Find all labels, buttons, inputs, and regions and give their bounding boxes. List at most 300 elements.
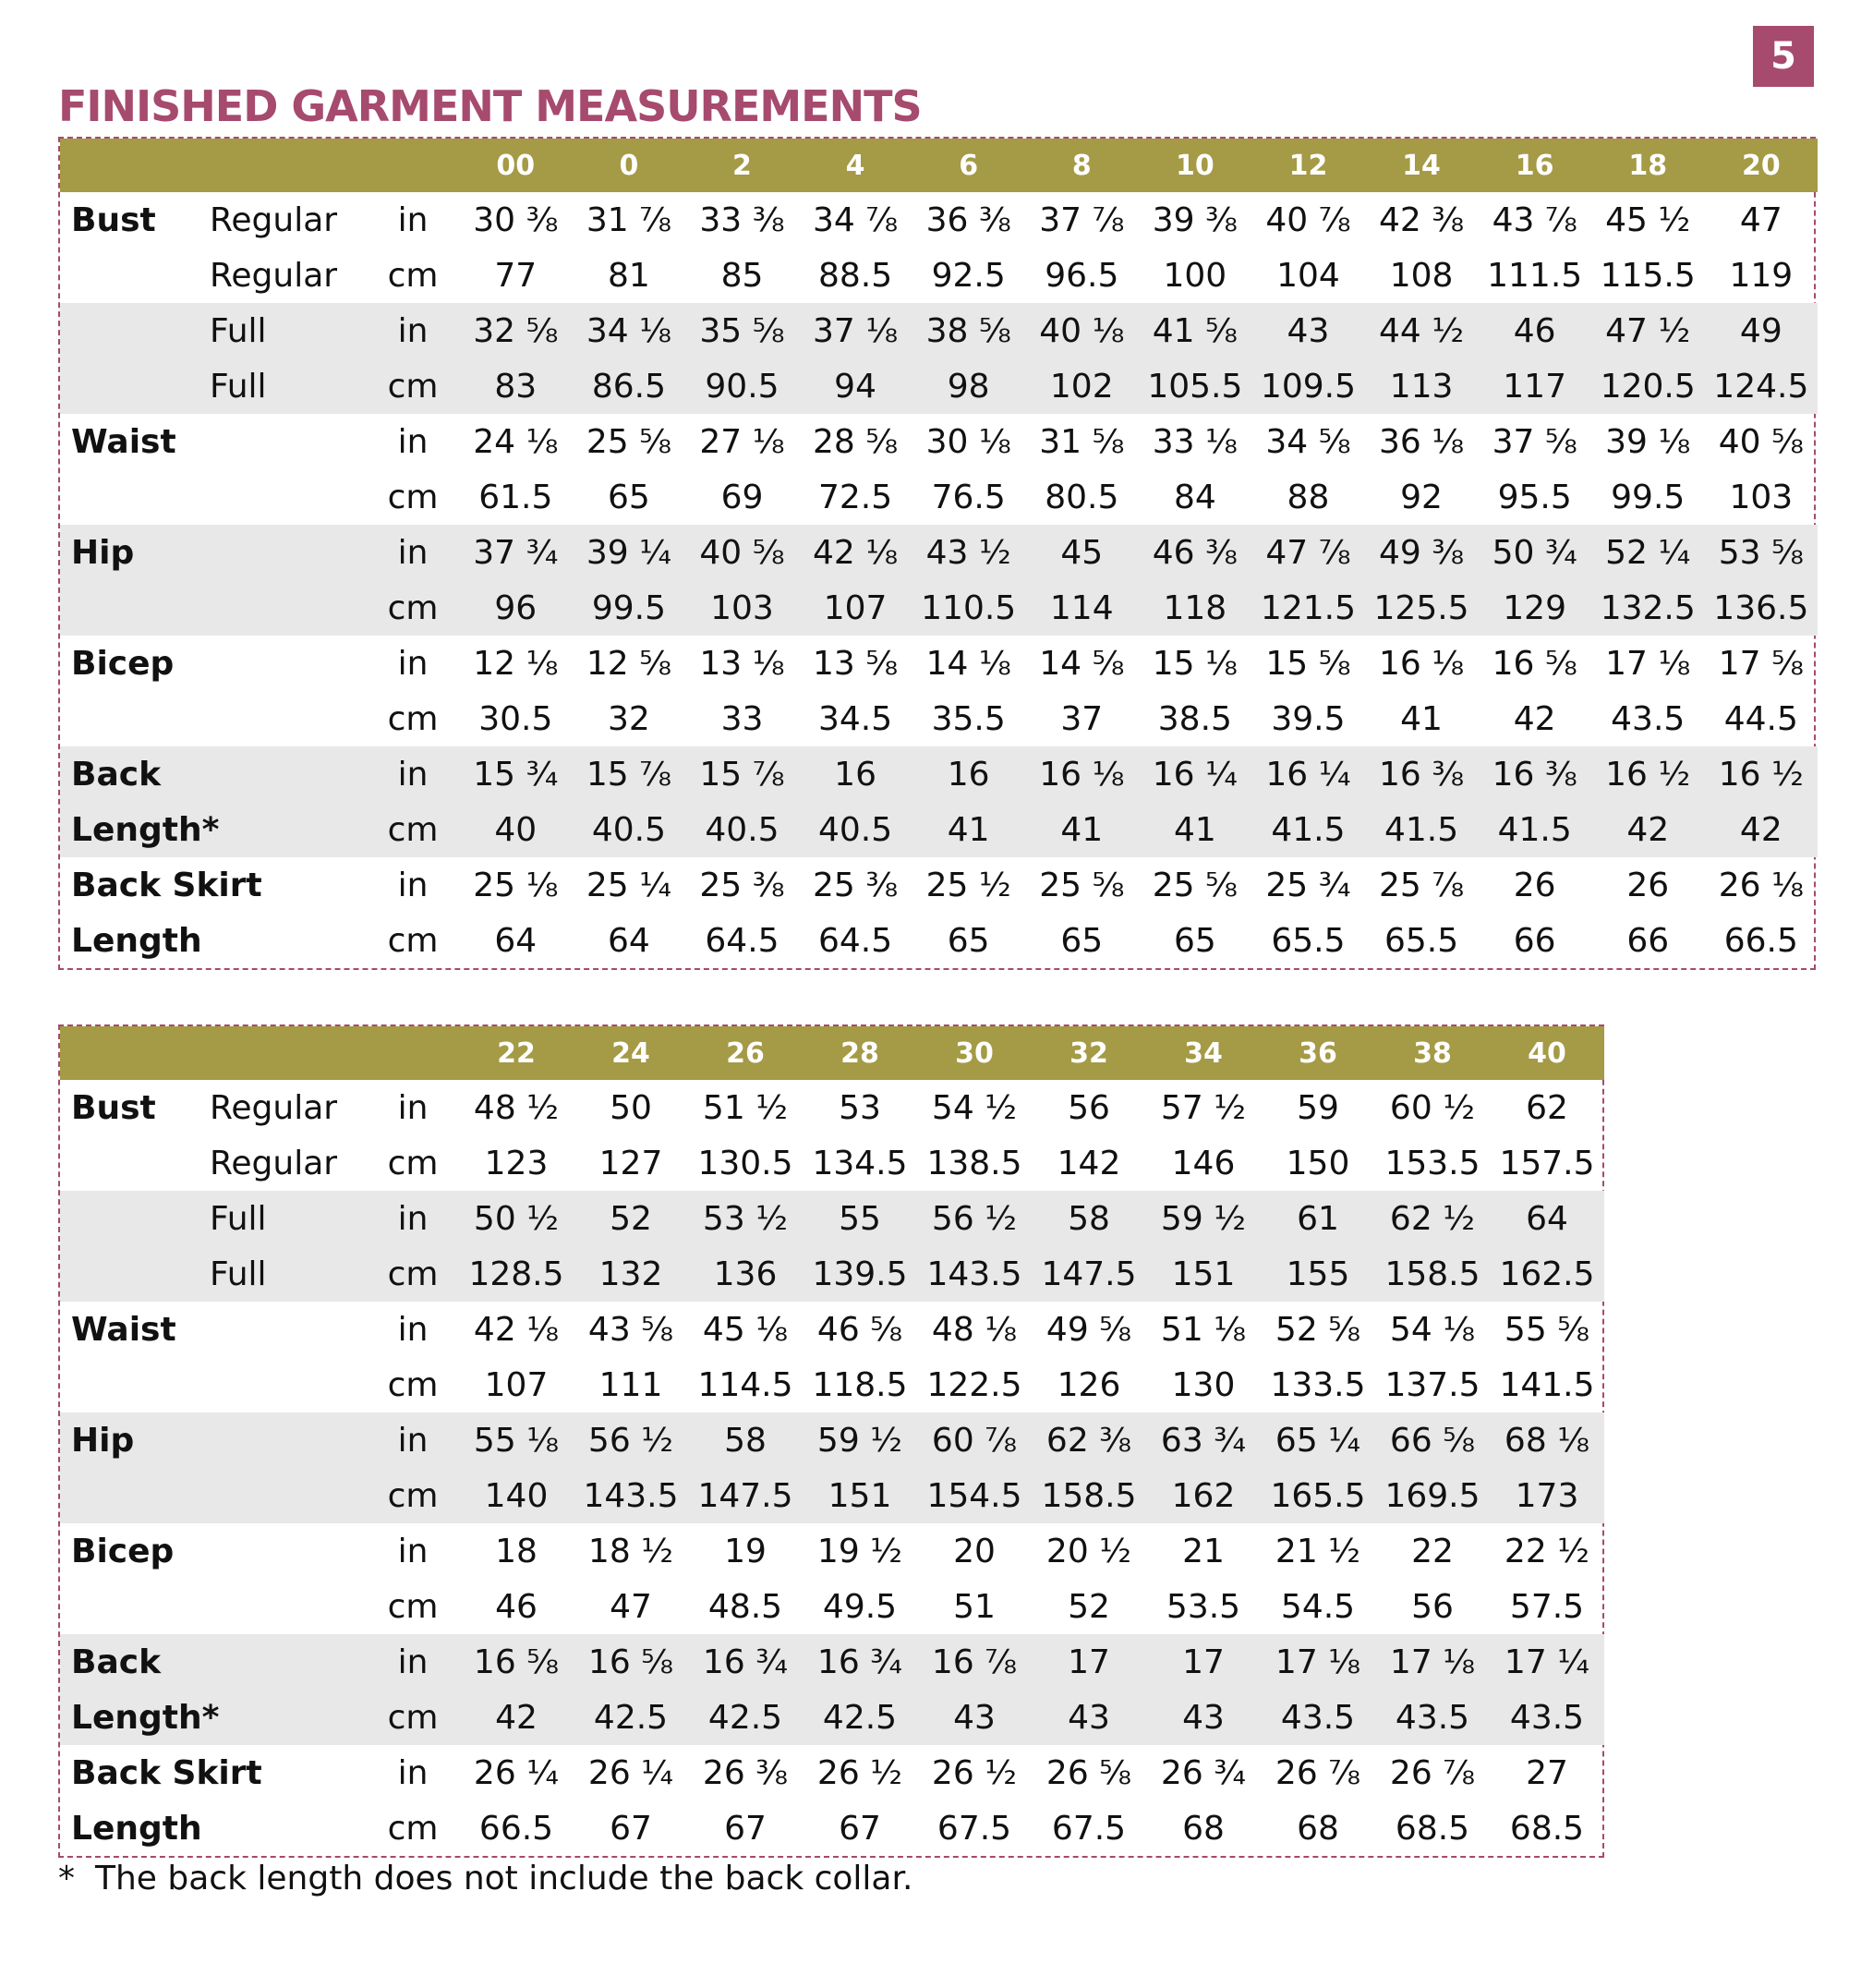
measurement-value: 16 ⅝ [459,1634,574,1690]
measurement-value: 46 [495,1587,538,1626]
measurement-value: 158.5 [1032,1468,1146,1523]
measurement-value: 45 ½ [1605,200,1691,239]
size-header-cell: 34 [1146,1026,1261,1080]
measurement-value: 25 ¼ [586,866,671,904]
measurement-value: 26 ⅞ [1275,1753,1361,1792]
measurement-value: 41 [1025,802,1139,857]
unit-label: in [397,200,429,239]
measurement-row [60,414,1818,469]
measurement-row [60,1412,1604,1468]
measurement-value: 43 [1251,303,1365,358]
size-header-cell: 0 [573,139,686,192]
measurement-value: 22 ½ [1504,1532,1590,1570]
fit-label: Regular [210,1144,338,1182]
measurement-value: 22 [1411,1532,1454,1570]
fit-label [210,469,367,525]
measurement-value: 136 [688,1246,803,1302]
measurement-value: 49 ⅜ [1365,525,1479,580]
measurement-value: 15 ⅞ [573,746,686,802]
measurement-value: 65.5 [1384,921,1459,960]
measurement-value: 15 ⅛ [1152,644,1238,683]
measurement-value: 67.5 [1051,1809,1127,1848]
measurement-value: 136.5 [1705,580,1819,636]
measurement-value: 32 ⅝ [459,303,573,358]
measurement-value: 30 ⅛ [925,422,1011,461]
measurement-value: 34 ⅛ [573,303,686,358]
measurement-value: 88.5 [818,256,893,295]
measurement-value: 57 ½ [1160,1088,1247,1127]
measurement-value: 66.5 [1723,921,1798,960]
size-header-cell: 30 [917,1026,1032,1080]
measurement-value: 53.5 [1166,1587,1241,1626]
measurement-value: 16 ⅞ [917,1634,1032,1690]
measurement-value: 126 [1057,1365,1121,1404]
measurement-value: 49 ⅝ [1045,1310,1132,1349]
measurement-value: 26 ⅞ [1389,1753,1476,1792]
measurement-row [60,802,1818,857]
measurement-value: 35 ⅝ [685,303,799,358]
measurement-value: 99.5 [1611,478,1686,516]
fit-label: Full [210,358,367,414]
measurement-value: 61.5 [478,478,553,516]
measurement-table-sizes-00-20 [58,137,1816,970]
measurement-value: 16 ¾ [803,1634,917,1690]
size-header-cell: 6 [912,139,1025,192]
measurement-value: 26 ¾ [1160,1753,1247,1792]
measurement-value: 90.5 [685,358,799,414]
unit-label: in [397,644,429,683]
measurement-value: 154.5 [917,1468,1032,1523]
measurement-value: 104 [1276,256,1340,295]
measurement-value: 67.5 [936,1809,1012,1848]
size-header-cell: 10 [1139,139,1252,192]
measurement-value: 51 [953,1587,996,1626]
measurement-value: 51 ½ [702,1088,789,1127]
measurement-value: 124.5 [1705,358,1819,414]
measurement-value: 42.5 [803,1690,917,1745]
measurement-row [60,1080,1604,1135]
fit-label: Regular [210,200,338,239]
measurement-label: Bicep [71,644,175,683]
measurement-value: 34 ⅝ [1265,422,1351,461]
measurement-value: 40 ⅞ [1265,200,1351,239]
measurement-value: 62 ½ [1375,1191,1490,1246]
measurement-value: 40.5 [573,802,686,857]
fit-label [210,580,367,636]
measurement-value: 45 [1025,525,1139,580]
measurement-value: 36 ⅛ [1378,422,1465,461]
measurement-value: 26 ½ [816,1753,903,1792]
measurement-row [60,1745,1604,1800]
size-header-cell: 32 [1032,1026,1146,1080]
size-header-row [60,1026,1604,1080]
measurement-value: 64 [607,921,650,960]
measurement-value: 25 ⅝ [586,422,671,461]
measurement-value: 47 ⅞ [1251,525,1365,580]
measurement-label: Bicep [71,1532,175,1570]
measurement-value: 142 [1057,1144,1121,1182]
measurement-value: 36 ⅜ [925,200,1011,239]
measurement-value: 39.5 [1271,699,1346,738]
measurement-value: 130 [1171,1365,1236,1404]
fit-label [210,414,367,469]
measurement-value: 31 ⅞ [586,200,671,239]
measurement-value: 162.5 [1490,1246,1604,1302]
measurement-value: 53 ⅝ [1705,525,1819,580]
measurement-label: Length [71,921,202,960]
unit-label: cm [387,1365,439,1404]
measurement-label [60,580,210,636]
measurement-label: Bust [71,200,156,239]
measurement-value: 26 ¼ [587,1753,674,1792]
measurement-value: 25 ⅜ [699,866,785,904]
measurement-value: 113 [1365,358,1479,414]
footnote-marker: * [58,1860,75,1897]
measurement-value: 67 [610,1809,652,1848]
measurement-value: 40 ⅛ [1025,303,1139,358]
measurement-value: 143.5 [917,1246,1032,1302]
measurement-value: 54 ⅛ [1389,1310,1476,1349]
measurement-value: 62 ⅜ [1032,1412,1146,1468]
measurement-value: 147.5 [1032,1246,1146,1302]
page-number: 5 [1753,26,1814,87]
size-header-cell: 2 [685,139,799,192]
measurement-value: 16 ⅝ [1492,644,1577,683]
measurement-value: 37 ⅞ [1039,200,1125,239]
fit-label: Full [210,303,367,358]
measurement-label [60,1135,210,1191]
measurement-value: 77 [494,256,538,295]
measurement-value: 39 ¼ [573,525,686,580]
unit-label: cm [387,1144,439,1182]
measurement-value: 122.5 [926,1365,1022,1404]
measurement-value: 50 [610,1088,652,1127]
measurement-row [60,1690,1604,1745]
measurement-value: 42 [1513,699,1556,738]
fit-label [210,1468,367,1523]
measurement-value: 15 ¾ [459,746,573,802]
size-header-cell: 16 [1478,139,1591,192]
measurement-value: 33 [720,699,764,738]
measurement-value: 129 [1478,580,1591,636]
measurement-value: 25 ½ [925,866,1011,904]
measurement-value: 139.5 [803,1246,917,1302]
measurement-value: 34 ⅞ [813,200,899,239]
measurement-value: 19 ½ [816,1532,903,1570]
measurement-value: 134.5 [812,1144,908,1182]
measurement-value: 133.5 [1270,1365,1366,1404]
measurement-value: 123 [484,1144,549,1182]
measurement-value: 47 [1739,200,1782,239]
measurement-value: 158.5 [1375,1246,1490,1302]
measurement-value: 26 ½ [931,1753,1018,1792]
measurement-value: 47 ½ [1591,303,1705,358]
measurement-value: 25 ⅞ [1378,866,1465,904]
measurement-value: 103 [685,580,799,636]
measurement-value: 25 ⅛ [473,866,559,904]
measurement-label: Hip [60,1412,210,1468]
measurement-value: 41.5 [1478,802,1591,857]
measurement-value: 18 ½ [587,1532,674,1570]
measurement-value: 39 ⅜ [1152,200,1238,239]
measurement-row [60,248,1818,303]
measurement-value: 37 [1060,699,1104,738]
measurement-value: 21 [1182,1532,1225,1570]
measurement-value: 173 [1490,1468,1604,1523]
measurement-value: 14 ⅝ [1039,644,1125,683]
measurement-row [60,1800,1604,1856]
measurement-label: Length* [60,1690,210,1745]
measurement-value: 52 [574,1191,688,1246]
measurement-value: 86.5 [573,358,686,414]
measurement-value: 132.5 [1591,580,1705,636]
measurement-value: 43.5 [1261,1690,1375,1745]
measurement-value: 17 ⅛ [1605,644,1691,683]
measurement-row [60,1135,1604,1191]
measurement-value: 138.5 [926,1144,1022,1182]
measurement-value: 150 [1286,1144,1350,1182]
measurement-value: 59 ½ [1146,1191,1261,1246]
measurement-label [60,1357,210,1412]
measurement-value: 143.5 [574,1468,688,1523]
measurement-value: 42 [459,1690,574,1745]
size-header-cell: 40 [1490,1026,1604,1080]
measurement-value: 26 ⅛ [1718,866,1804,904]
measurement-value: 66 [1626,921,1670,960]
measurement-value: 34.5 [818,699,893,738]
measurement-value: 162 [1146,1468,1261,1523]
measurement-value: 157.5 [1499,1144,1595,1182]
measurement-value: 37 ⅛ [799,303,912,358]
measurement-value: 48 ⅛ [931,1310,1018,1349]
measurement-value: 43 ⅞ [1492,200,1577,239]
measurement-value: 96.5 [1045,256,1119,295]
measurement-value: 26 ⅜ [702,1753,789,1792]
measurement-value: 44.5 [1723,699,1798,738]
measurement-value: 49 [1705,303,1819,358]
measurement-value: 76.5 [931,478,1006,516]
measurement-value: 59 ½ [803,1412,917,1468]
measurement-value: 65.5 [1271,921,1346,960]
measurement-value: 54 ½ [931,1088,1018,1127]
measurement-label [60,691,210,746]
measurement-row [60,303,1818,358]
measurement-value: 41.5 [1365,802,1479,857]
measurement-value: 31 ⅝ [1039,422,1125,461]
unit-label: cm [367,1690,459,1745]
measurement-value: 46 [1478,303,1591,358]
measurement-value: 53 ½ [688,1191,803,1246]
measurement-value: 60 ⅞ [917,1412,1032,1468]
measurement-row [60,1357,1604,1412]
fit-label [210,1412,367,1468]
header-blank-cell [367,139,459,192]
measurement-row [60,1468,1604,1523]
measurement-value: 40 ⅝ [1718,422,1804,461]
measurement-value: 65 [607,478,650,516]
measurement-value: 64 [494,921,538,960]
fit-label [210,1579,367,1634]
measurement-value: 56 [1068,1088,1110,1127]
unit-label: cm [367,358,459,414]
measurement-value: 85 [720,256,764,295]
measurement-value: 107 [799,580,912,636]
size-header-cell: 38 [1375,1026,1490,1080]
measurement-value: 88 [1287,478,1330,516]
measurement-value: 64.5 [818,921,893,960]
measurement-value: 16 [799,746,912,802]
measurement-value: 14 ⅛ [925,644,1011,683]
measurement-value: 16 [912,746,1025,802]
unit-label: in [397,866,429,904]
measurement-value: 46 ⅜ [1139,525,1252,580]
size-header-cell: 36 [1261,1026,1375,1080]
measurement-value: 66 [1513,921,1556,960]
measurement-value: 42 ⅛ [799,525,912,580]
measurement-row [60,469,1818,525]
measurement-value: 16 ½ [1705,746,1819,802]
size-header-cell: 12 [1251,139,1365,192]
measurement-value: 40.5 [685,802,799,857]
measurement-value: 65 ¼ [1261,1412,1375,1468]
measurement-value: 43 [1032,1690,1146,1745]
header-blank-cell [60,1026,210,1080]
measurement-value: 169.5 [1375,1468,1490,1523]
measurement-value: 151 [803,1468,917,1523]
measurement-value: 98 [912,358,1025,414]
measurement-value: 27 [1526,1753,1568,1792]
measurement-value: 50 ½ [459,1191,574,1246]
measurement-value: 21 ½ [1275,1532,1361,1570]
measurement-value: 165.5 [1261,1468,1375,1523]
measurement-value: 41 [912,802,1025,857]
measurement-value: 42 [1591,802,1705,857]
size-header-row [60,139,1818,192]
unit-label: in [367,1634,459,1690]
measurement-row [60,691,1818,746]
measurement-value: 151 [1146,1246,1261,1302]
measurement-value: 49.5 [822,1587,898,1626]
measurement-row [60,525,1818,580]
measurement-value: 65 [947,921,990,960]
measurement-value: 118 [1139,580,1252,636]
measurement-value: 55 ⅛ [459,1412,574,1468]
measurement-value: 19 [724,1532,767,1570]
fit-label [210,746,367,802]
measurement-value: 140 [459,1468,574,1523]
measurement-row [60,1246,1604,1302]
measurement-value: 28 ⅝ [813,422,899,461]
measurement-value: 32 [607,699,650,738]
measurement-value: 27 ⅛ [699,422,785,461]
footnote [58,1860,912,1897]
unit-label: in [397,422,429,461]
measurement-label [60,469,210,525]
measurement-value: 68 ⅛ [1490,1412,1604,1468]
measurement-label: Back Skirt [71,1753,262,1792]
measurement-value: 132 [574,1246,688,1302]
measurement-value: 25 ⅝ [1152,866,1238,904]
measurement-value: 16 ⅛ [1025,746,1139,802]
measurement-row [60,746,1818,802]
measurement-value: 67 [724,1809,767,1848]
measurement-label: Bust [71,1088,156,1127]
measurement-value: 121.5 [1251,580,1365,636]
measurement-value: 107 [484,1365,549,1404]
measurement-label [60,248,210,303]
measurement-value: 18 [495,1532,538,1570]
measurement-row [60,913,1818,968]
measurement-value: 47 [610,1587,652,1626]
unit-label: in [397,1532,429,1570]
measurement-value: 52 ¼ [1591,525,1705,580]
measurement-value: 33 ⅜ [699,200,785,239]
unit-label: cm [387,921,439,960]
measurement-value: 37 ¾ [459,525,573,580]
measurement-value: 13 ⅛ [699,644,785,683]
fit-label [210,1690,367,1745]
unit-label: in [367,746,459,802]
measurement-value: 39 ⅛ [1605,422,1691,461]
measurement-value: 17 [1032,1634,1146,1690]
measurement-value: 26 [1513,866,1556,904]
measurement-value: 100 [1163,256,1227,295]
fit-label [210,1523,367,1579]
measurement-label: Length* [60,802,210,857]
measurement-value: 84 [1173,478,1216,516]
size-header-cell: 26 [688,1026,803,1080]
measurement-row [60,1579,1604,1634]
fit-label [210,525,367,580]
measurement-value: 44 ½ [1365,303,1479,358]
measurement-value: 114 [1025,580,1139,636]
measurement-value: 56 ½ [917,1191,1032,1246]
fit-label [210,802,367,857]
measurement-value: 69 [720,478,764,516]
measurement-value: 96 [459,580,573,636]
measurement-value: 119 [1729,256,1794,295]
measurement-label: Back [60,746,210,802]
measurement-value: 114.5 [697,1365,793,1404]
size-header-cell: 8 [1025,139,1139,192]
measurement-value: 26 [1626,866,1670,904]
measurement-value: 42.5 [688,1690,803,1745]
measurement-value: 30.5 [478,699,553,738]
measurement-value: 46 ⅝ [816,1310,903,1349]
measurement-value: 62 [1526,1088,1568,1127]
measurement-value: 45 ⅛ [702,1310,789,1349]
measurement-value: 16 ½ [1591,746,1705,802]
measurement-value: 41 [1400,699,1443,738]
unit-label: in [397,1310,429,1349]
measurement-table [60,139,1818,968]
measurement-label [60,1246,210,1302]
measurement-value: 137.5 [1384,1365,1480,1404]
measurement-value: 43 ½ [912,525,1025,580]
measurement-value: 59 [1297,1088,1339,1127]
measurement-value: 102 [1025,358,1139,414]
measurement-value: 155 [1261,1246,1375,1302]
measurement-value: 41 [1139,802,1252,857]
unit-label: cm [367,580,459,636]
measurement-value: 55 [803,1191,917,1246]
measurement-value: 16 ⅜ [1478,746,1591,802]
unit-label: in [367,1412,459,1468]
fit-label: Regular [210,256,338,295]
measurement-value: 25 ⅜ [813,866,899,904]
measurement-label: Back [60,1634,210,1690]
measurement-value: 66 ⅝ [1375,1412,1490,1468]
